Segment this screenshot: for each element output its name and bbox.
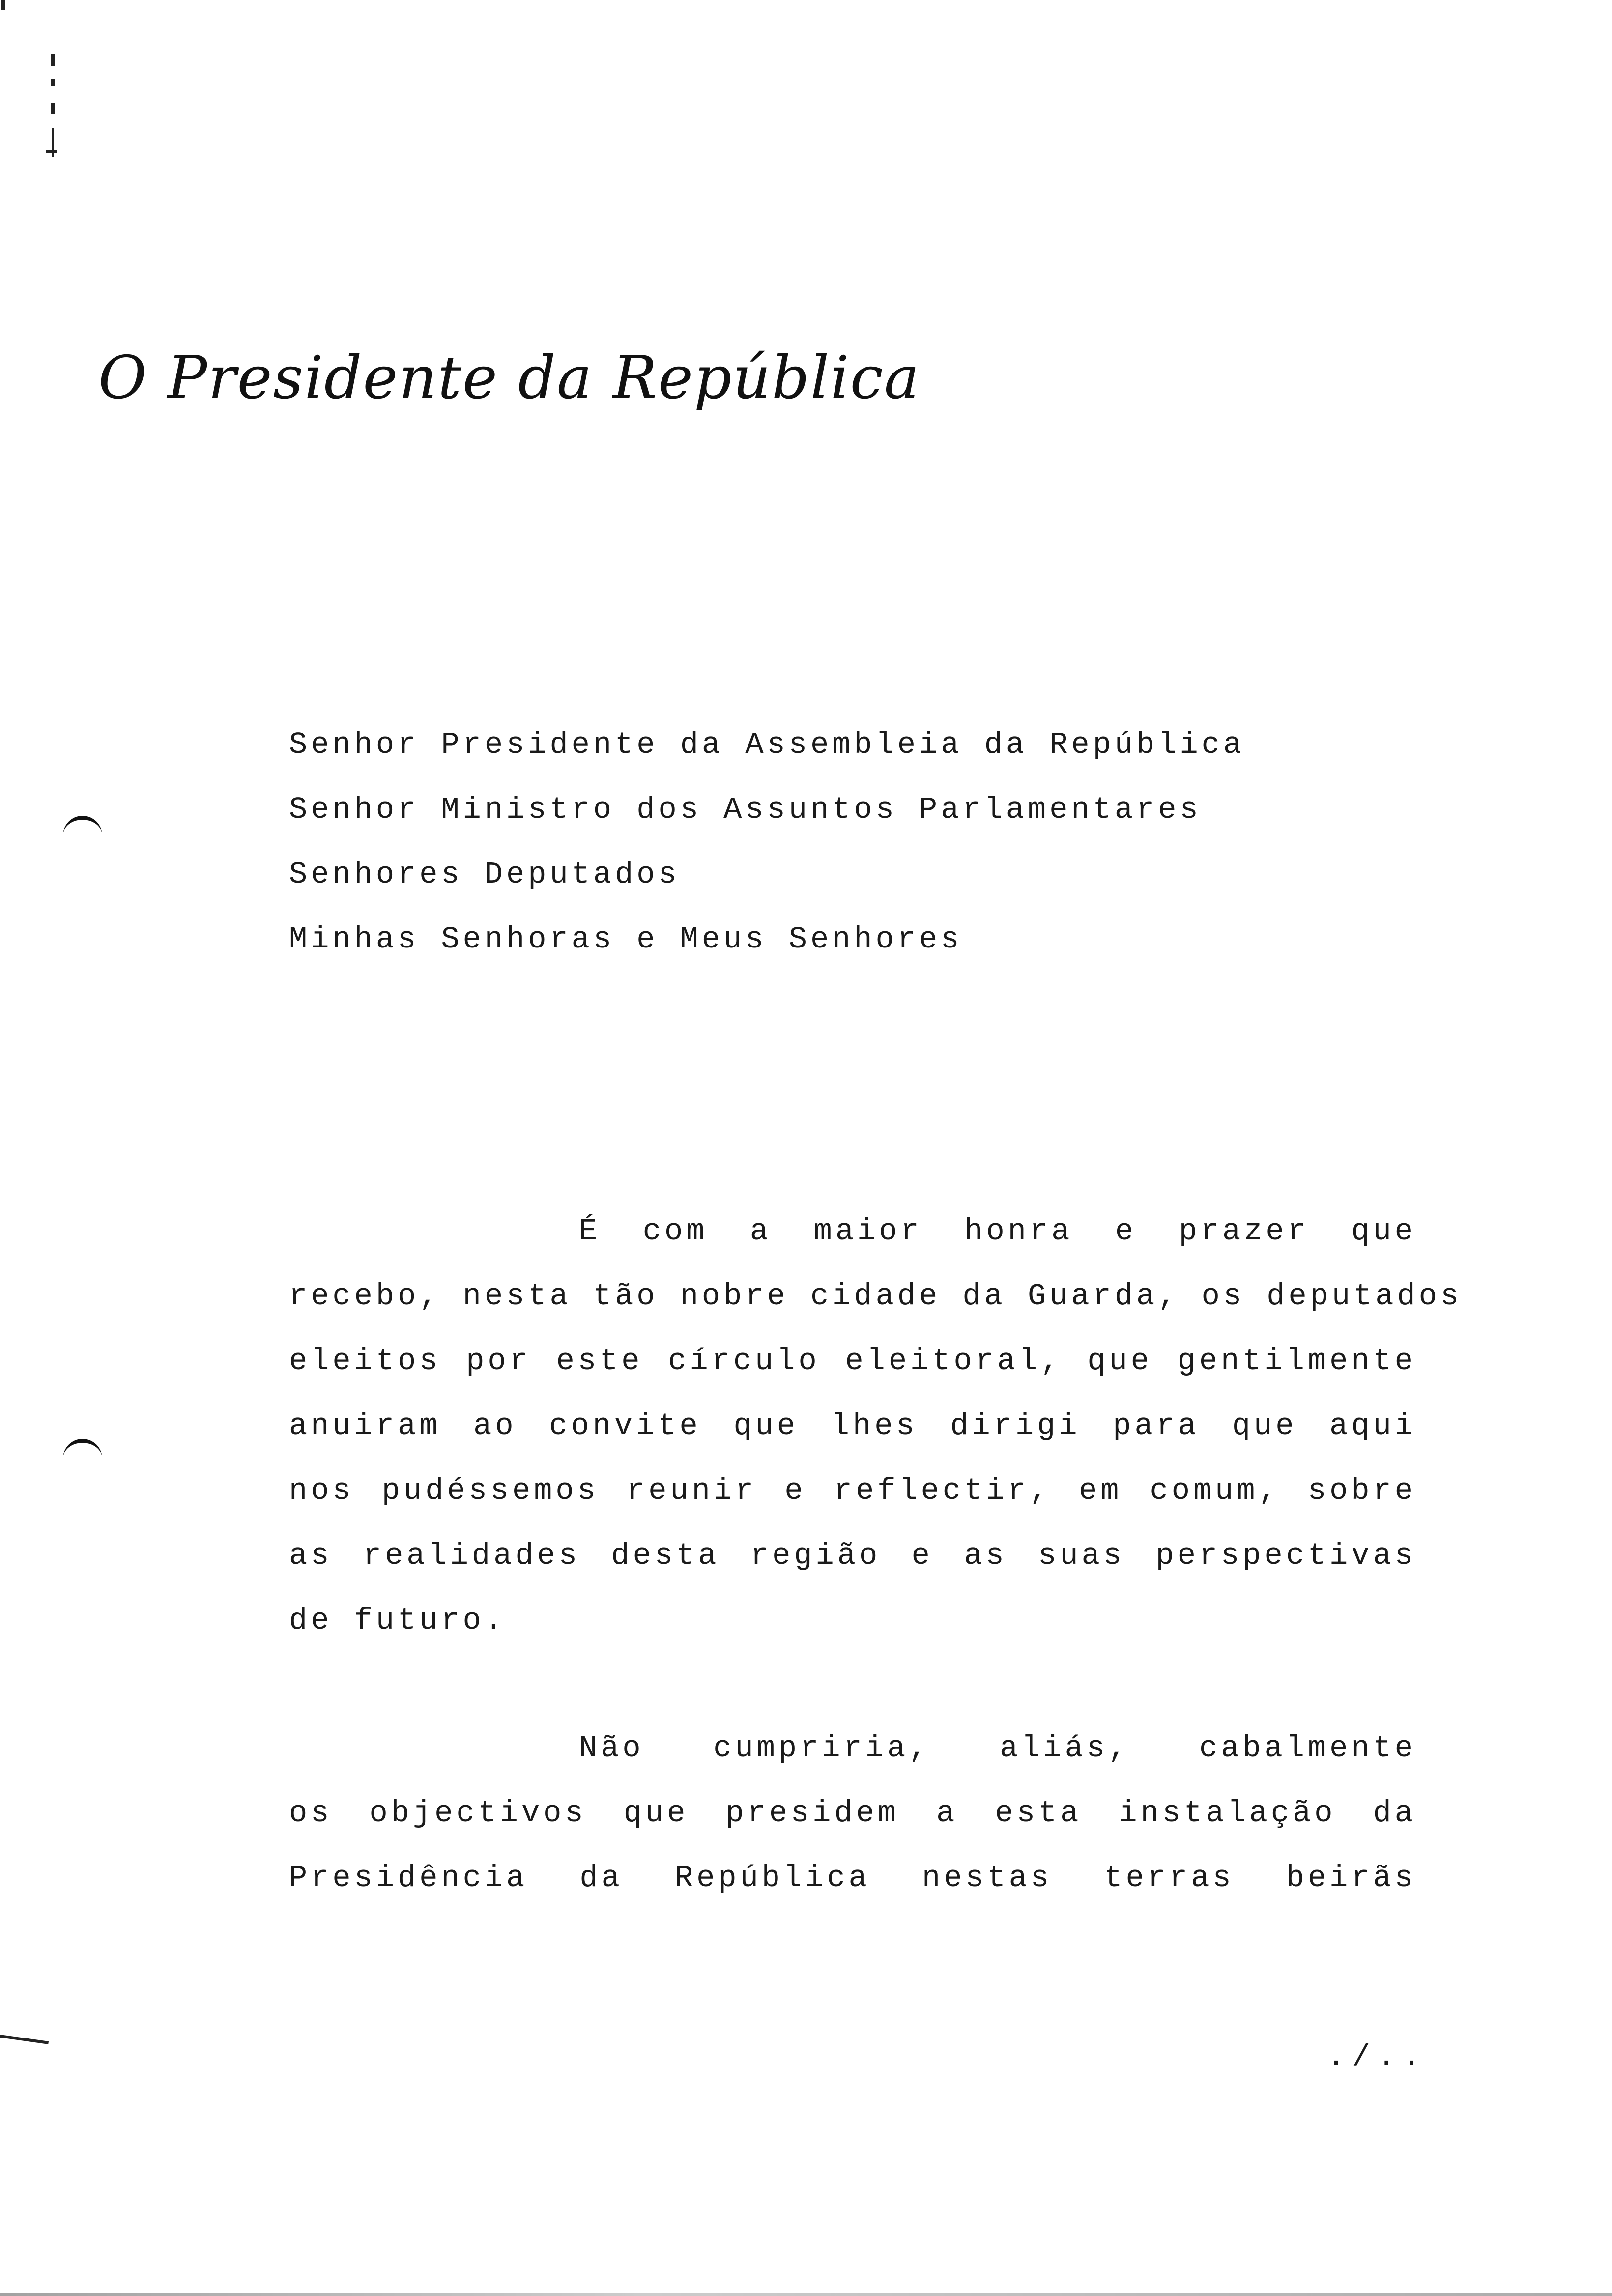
salutation-line: Minhas Senhoras e Meus Senhores [289, 922, 963, 957]
salutation-line: Senhor Presidente da Assembleia da República [289, 727, 1245, 762]
paragraph-line: nos pudéssemos reunir e reflectir, em comum, sobre [289, 1473, 1416, 1508]
salutation-block [289, 713, 1419, 972]
punch-hole [63, 816, 102, 839]
letterhead-title: O Presidente da República [98, 344, 921, 412]
paragraph-1 [289, 1199, 1463, 1653]
paragraph-line: Não cumpriria, aliás, cabalmente [579, 1731, 1416, 1766]
salutation-line: Senhores Deputados [289, 857, 680, 892]
paragraph-line: os objectivos que presidem a esta instalação da [289, 1796, 1416, 1831]
paragraph-line: recebo, nesta tão nobre cidade da Guarda, os deputados [289, 1279, 1463, 1314]
paragraph-line: anuiram ao convite que lhes dirigi para que aqui [289, 1408, 1416, 1443]
paragraph-line: de futuro. [289, 1603, 507, 1638]
paragraph-2 [289, 1716, 1416, 1911]
staple-mark [0, 2035, 49, 2059]
scan-bottom-edge [0, 2293, 1612, 2296]
punch-hole [63, 1439, 102, 1463]
paragraph-line: É com a maior honra e prazer que [579, 1214, 1416, 1249]
page-continuation-mark: ./.. [1327, 2039, 1428, 2074]
margin-marks [44, 54, 64, 167]
salutation-line: Senhor Ministro dos Assuntos Parlamentares [289, 792, 1202, 827]
paragraph-line: as realidades desta região e as suas perspectivas [289, 1538, 1416, 1573]
paragraph-line: eleitos por este círculo eleitoral, que gentilmente [289, 1344, 1416, 1378]
paragraph-line: Presidência da República nestas terras beirãs [289, 1861, 1416, 1895]
scan-edge-mark [1, 0, 5, 10]
